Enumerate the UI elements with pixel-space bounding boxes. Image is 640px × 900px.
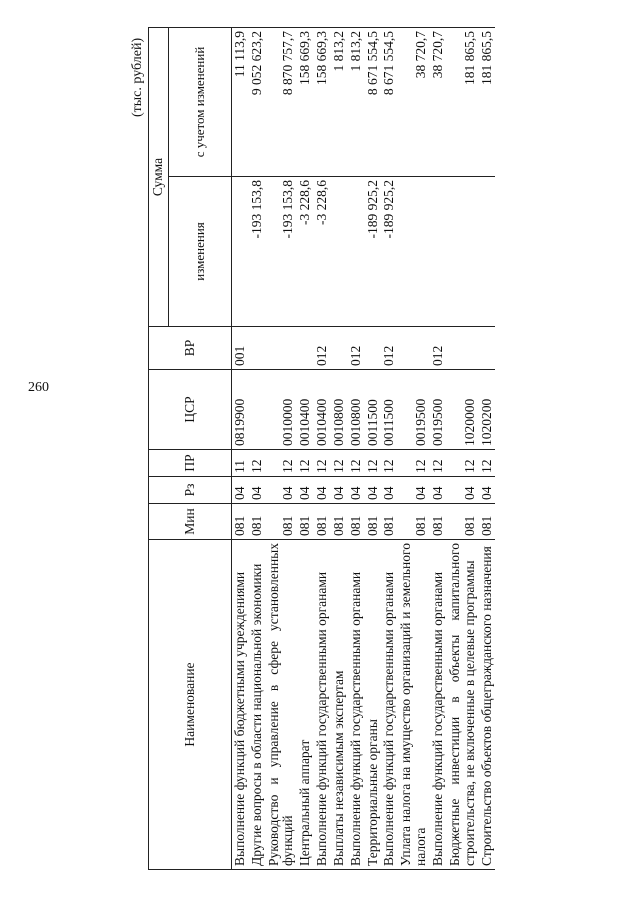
row-rz: 04 (314, 477, 331, 504)
row-vr (266, 327, 298, 370)
row-pr: 12 (398, 450, 430, 477)
row-changes (398, 177, 430, 327)
row-pr: 12 (447, 450, 479, 477)
row-total: 38 720,7 (430, 27, 447, 176)
header-with-changes: с учетом изменений (168, 27, 231, 176)
row-name: Уплата налога на имущество организаций и земельного налога (398, 540, 430, 870)
table-row (447, 27, 479, 869)
row-min: 081 (231, 504, 248, 540)
row-vr: 012 (348, 327, 365, 370)
row-changes (231, 177, 248, 327)
row-min: 081 (266, 504, 298, 540)
row-name: Выполнение функций государственными органами (348, 540, 365, 870)
row-pr: 12 (266, 450, 298, 477)
row-vr: 012 (314, 327, 331, 370)
table-row (297, 27, 314, 869)
row-min: 081 (398, 504, 430, 540)
row-name: Выполнение функций бюджетными учреждениями (231, 540, 248, 870)
row-min: 081 (249, 504, 266, 540)
row-min: 081 (314, 504, 331, 540)
table-row (249, 27, 266, 869)
row-vr (365, 327, 382, 370)
header-row (149, 27, 169, 869)
row-rz: 04 (297, 477, 314, 504)
budget-table (148, 27, 495, 870)
row-rz: 04 (365, 477, 382, 504)
row-csr: 0011500 (365, 370, 382, 450)
row-rz: 04 (398, 477, 430, 504)
row-rz: 04 (231, 477, 248, 504)
table-row (231, 27, 248, 869)
row-rz: 04 (479, 477, 496, 504)
table-row (479, 27, 496, 869)
table-row (348, 27, 365, 869)
row-pr: 12 (430, 450, 447, 477)
row-name: Руководство и управление в сфере установленных функций (266, 540, 298, 870)
unit-note: (тыс. рублей) (130, 37, 145, 117)
row-changes (479, 177, 496, 327)
table-row (430, 27, 447, 869)
row-vr (331, 327, 348, 370)
row-changes: -3 228,6 (314, 177, 331, 327)
row-csr: 1020200 (479, 370, 496, 450)
row-min: 081 (297, 504, 314, 540)
row-min: 081 (479, 504, 496, 540)
row-changes: -193 153,8 (249, 177, 266, 327)
page-number: 260 (28, 380, 49, 395)
row-total: 9 052 623,2 (249, 27, 266, 176)
row-pr: 12 (381, 450, 398, 477)
row-name: Строительство объектов общегражданского назначения (479, 540, 496, 870)
row-csr: 0010800 (348, 370, 365, 450)
row-csr: 0019500 (430, 370, 447, 450)
row-rz: 04 (381, 477, 398, 504)
row-changes: -189 925,2 (381, 177, 398, 327)
row-total: 158 669,3 (314, 27, 331, 176)
table-row (365, 27, 382, 869)
row-vr (398, 327, 430, 370)
row-csr (249, 370, 266, 450)
row-changes: -193 153,8 (266, 177, 298, 327)
row-changes (348, 177, 365, 327)
row-name: Выплаты независимым экспертам (331, 540, 348, 870)
row-name: Выполнение функций государственными органами (381, 540, 398, 870)
row-min: 081 (365, 504, 382, 540)
row-rz: 04 (348, 477, 365, 504)
header-sum: Сумма (149, 27, 169, 326)
header-csr: ЦСР (149, 370, 232, 450)
row-total: 8 870 757,7 (266, 27, 298, 176)
row-min: 081 (348, 504, 365, 540)
row-name: Территориальные органы (365, 540, 382, 870)
row-vr (447, 327, 479, 370)
row-pr: 12 (479, 450, 496, 477)
row-pr: 12 (348, 450, 365, 477)
row-pr: 12 (365, 450, 382, 477)
row-changes (331, 177, 348, 327)
row-vr: 012 (381, 327, 398, 370)
header-vr: ВР (149, 327, 232, 370)
row-min: 081 (430, 504, 447, 540)
header-pr: ПР (149, 450, 232, 477)
header-changes: изменения (168, 177, 231, 327)
row-total: 38 720,7 (398, 27, 430, 176)
row-pr: 12 (249, 450, 266, 477)
row-name: Выполнение функций государственными органами (430, 540, 447, 870)
row-vr (249, 327, 266, 370)
row-pr: 12 (297, 450, 314, 477)
row-vr: 001 (231, 327, 248, 370)
row-total: 158 669,3 (297, 27, 314, 176)
row-name: Другие вопросы в области национальной экономики (249, 540, 266, 870)
row-rz: 04 (430, 477, 447, 504)
table-row (331, 27, 348, 869)
row-csr: 0010400 (314, 370, 331, 450)
row-rz: 04 (249, 477, 266, 504)
row-rz: 04 (447, 477, 479, 504)
row-name: Центральный аппарат (297, 540, 314, 870)
row-csr: 0019500 (398, 370, 430, 450)
row-csr: 0010800 (331, 370, 348, 450)
row-total: 1 813,2 (331, 27, 348, 176)
table-row (398, 27, 430, 869)
row-pr: 12 (331, 450, 348, 477)
row-csr: 0819900 (231, 370, 248, 450)
row-total: 1 813,2 (348, 27, 365, 176)
header-name: Наименование (149, 540, 232, 870)
row-vr (479, 327, 496, 370)
row-pr: 12 (314, 450, 331, 477)
row-csr: 0010000 (266, 370, 298, 450)
row-total: 8 671 554,5 (381, 27, 398, 176)
row-changes (447, 177, 479, 327)
row-changes: -189 925,2 (365, 177, 382, 327)
row-csr: 1020000 (447, 370, 479, 450)
table-row (314, 27, 331, 869)
row-csr: 0010400 (297, 370, 314, 450)
row-total: 11 113,9 (231, 27, 248, 176)
row-total: 8 671 554,5 (365, 27, 382, 176)
row-rz: 04 (266, 477, 298, 504)
header-min: Мин (149, 504, 232, 540)
row-pr: 11 (231, 450, 248, 477)
header-rz: Рз (149, 477, 232, 504)
row-total: 181 865,5 (447, 27, 479, 176)
row-total: 181 865,5 (479, 27, 496, 176)
row-min: 081 (381, 504, 398, 540)
row-min: 081 (331, 504, 348, 540)
row-vr (297, 327, 314, 370)
row-csr: 0011500 (381, 370, 398, 450)
table-row (266, 27, 298, 869)
row-changes (430, 177, 447, 327)
table-row (381, 27, 398, 869)
row-changes: -3 228,6 (297, 177, 314, 327)
row-name: Выполнение функций государственными органами (314, 540, 331, 870)
row-min: 081 (447, 504, 479, 540)
row-name: Бюджетные инвестиции в объекты капитального строительства, не включенные в целевые программы (447, 540, 479, 870)
row-rz: 04 (331, 477, 348, 504)
row-vr: 012 (430, 327, 447, 370)
